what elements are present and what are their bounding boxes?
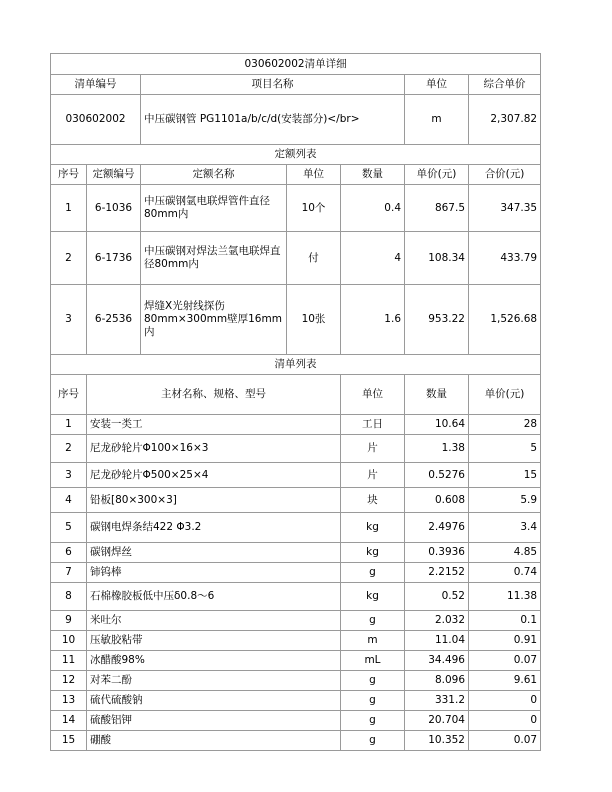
price-header: 综合单价 [469,75,541,95]
material-col-unit: 单位 [341,375,405,415]
quota-row [51,285,541,355]
material-col-no: 序号 [51,375,87,415]
material-qty: 1.38 [405,435,469,463]
material-unit: kg [341,513,405,543]
material-unit: g [341,563,405,583]
material-qty: 0.608 [405,488,469,513]
material-row [51,631,541,651]
material-name: 硫酸铝钾 [87,711,341,731]
quota-col-qty: 数量 [341,165,405,185]
code-header: 清单编号 [51,75,141,95]
quota-qty: 1.6 [341,285,405,355]
material-row [51,415,541,435]
material-row [51,611,541,631]
material-unit: g [341,711,405,731]
item-code: 030602002 [51,95,141,145]
material-qty: 34.496 [405,651,469,671]
material-name: 铈钨棒 [87,563,341,583]
quota-price: 867.5 [405,185,469,232]
material-price: 0.74 [469,563,541,583]
quota-total: 1,526.68 [469,285,541,355]
quota-unit: 付 [287,232,341,285]
quota-unit: 10个 [287,185,341,232]
material-row [51,513,541,543]
material-price: 15 [469,463,541,488]
material-row [51,731,541,751]
material-unit: g [341,671,405,691]
material-unit: kg [341,583,405,611]
material-price: 28 [469,415,541,435]
material-price: 11.38 [469,583,541,611]
material-qty: 2.4976 [405,513,469,543]
unit-header: 单位 [405,75,469,95]
quota-name: 中压碳钢对焊法兰氩电联焊直径80mm内 [141,232,287,285]
material-price: 0.07 [469,651,541,671]
material-price: 0 [469,691,541,711]
material-price: 5 [469,435,541,463]
material-row [51,691,541,711]
bill-detail-table [50,53,541,751]
item-name: 中压碳钢管 PG1101a/b/c/d(安装部分)</br> [141,95,405,145]
material-unit: g [341,691,405,711]
name-header: 项目名称 [141,75,405,95]
material-no: 15 [51,731,87,751]
material-no: 5 [51,513,87,543]
material-row [51,543,541,563]
material-unit: g [341,731,405,751]
quota-no: 1 [51,185,87,232]
quota-col-total: 合价(元) [469,165,541,185]
quota-code: 6-1736 [87,232,141,285]
material-row [51,488,541,513]
material-name: 铅板[80×300×3] [87,488,341,513]
quota-code: 6-2536 [87,285,141,355]
material-unit: m [341,631,405,651]
material-qty: 0.52 [405,583,469,611]
item-price: 2,307.82 [469,95,541,145]
quota-qty: 4 [341,232,405,285]
material-row [51,711,541,731]
quota-total: 433.79 [469,232,541,285]
material-col-name: 主材名称、规格、型号 [87,375,341,415]
material-row [51,463,541,488]
material-no: 2 [51,435,87,463]
quota-price: 953.22 [405,285,469,355]
table-title: 030602002清单详细 [51,54,541,75]
material-no: 10 [51,631,87,651]
material-name: 尼龙砂轮片Φ100×16×3 [87,435,341,463]
quota-col-no: 序号 [51,165,87,185]
title-row [51,54,541,75]
material-qty: 2.032 [405,611,469,631]
material-no: 8 [51,583,87,611]
item-row [51,95,541,145]
material-unit: 片 [341,435,405,463]
quota-code: 6-1036 [87,185,141,232]
material-no: 11 [51,651,87,671]
material-unit: 工日 [341,415,405,435]
quota-price: 108.34 [405,232,469,285]
quota-col-price: 单价(元) [405,165,469,185]
material-col-price: 单价(元) [469,375,541,415]
material-no: 4 [51,488,87,513]
material-name: 硫代硫酸钠 [87,691,341,711]
material-section-title: 清单列表 [51,355,541,375]
material-row [51,651,541,671]
item-unit: m [405,95,469,145]
material-qty: 8.096 [405,671,469,691]
material-name: 安装一类工 [87,415,341,435]
material-price: 0.1 [469,611,541,631]
material-price: 5.9 [469,488,541,513]
material-no: 12 [51,671,87,691]
quota-col-code: 定额编号 [87,165,141,185]
quota-section-row [51,145,541,165]
material-col-qty: 数量 [405,375,469,415]
material-unit: kg [341,543,405,563]
material-qty: 10.64 [405,415,469,435]
material-unit: mL [341,651,405,671]
material-header-row [51,375,541,415]
material-no: 7 [51,563,87,583]
quota-name: 中压碳钢氩电联焊管件直径80mm内 [141,185,287,232]
material-unit: 片 [341,463,405,488]
quota-unit: 10张 [287,285,341,355]
material-qty: 331.2 [405,691,469,711]
quota-no: 3 [51,285,87,355]
quota-total: 347.35 [469,185,541,232]
material-qty: 11.04 [405,631,469,651]
material-section-row [51,355,541,375]
material-name: 尼龙砂轮片Φ500×25×4 [87,463,341,488]
quota-row [51,185,541,232]
material-row [51,671,541,691]
material-price: 9.61 [469,671,541,691]
quota-col-unit: 单位 [287,165,341,185]
material-name: 碳钢焊丝 [87,543,341,563]
material-name: 石棉橡胶板低中压δ0.8～6 [87,583,341,611]
material-row [51,563,541,583]
material-no: 13 [51,691,87,711]
material-qty: 2.2152 [405,563,469,583]
material-price: 0.91 [469,631,541,651]
material-qty: 20.704 [405,711,469,731]
material-unit: g [341,611,405,631]
material-name: 碳钢电焊条结422 Φ3.2 [87,513,341,543]
material-price: 3.4 [469,513,541,543]
item-header-row [51,75,541,95]
quota-header-row [51,165,541,185]
quota-row [51,232,541,285]
material-no: 1 [51,415,87,435]
material-price: 4.85 [469,543,541,563]
material-qty: 0.3936 [405,543,469,563]
material-unit: 块 [341,488,405,513]
material-price: 0 [469,711,541,731]
material-name: 压敏胶粘带 [87,631,341,651]
material-no: 3 [51,463,87,488]
quota-qty: 0.4 [341,185,405,232]
material-name: 冰醋酸98% [87,651,341,671]
material-qty: 0.5276 [405,463,469,488]
material-qty: 10.352 [405,731,469,751]
material-no: 14 [51,711,87,731]
quota-section-title: 定额列表 [51,145,541,165]
material-price: 0.07 [469,731,541,751]
material-no: 6 [51,543,87,563]
material-name: 硼酸 [87,731,341,751]
material-row [51,583,541,611]
material-no: 9 [51,611,87,631]
material-name: 米吐尔 [87,611,341,631]
quota-col-name: 定额名称 [141,165,287,185]
material-row [51,435,541,463]
quota-no: 2 [51,232,87,285]
quota-name: 焊缝X光射线探伤80mm×300mm壁厚16mm内 [141,285,287,355]
material-name: 对苯二酚 [87,671,341,691]
